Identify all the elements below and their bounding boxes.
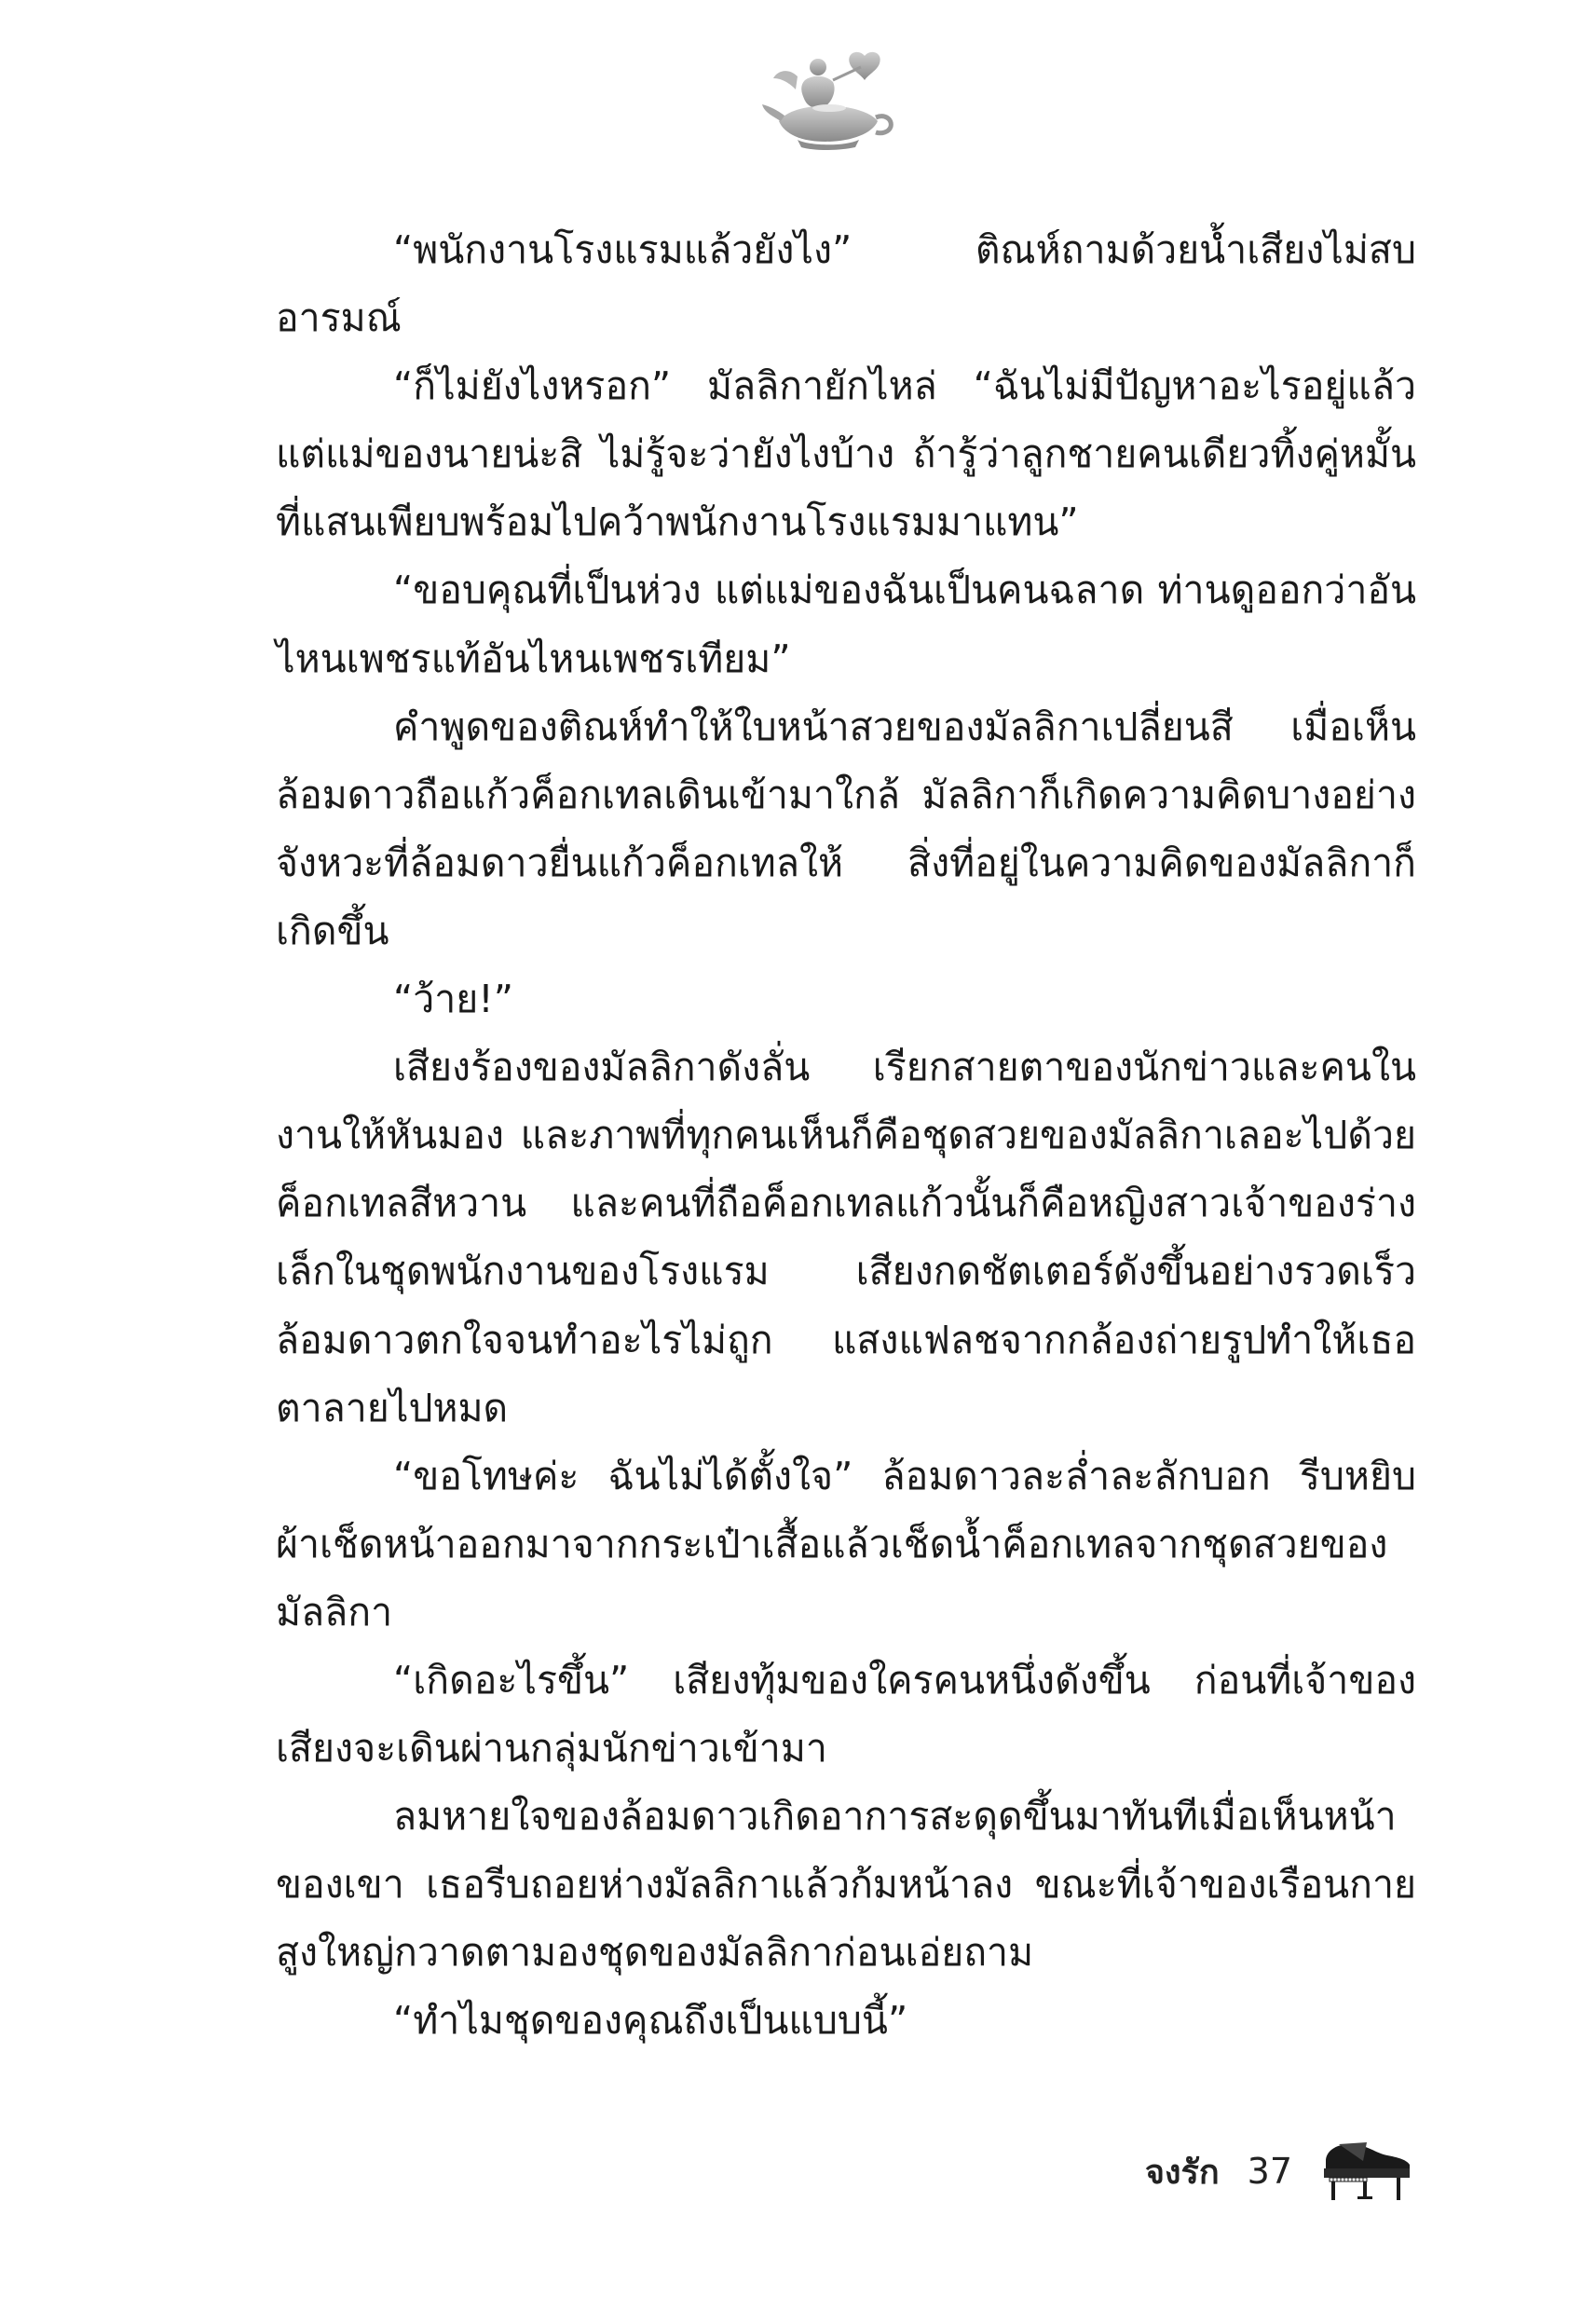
book-title: จงรัก bbox=[1144, 2153, 1220, 2192]
teapot-cupid-ornament-icon bbox=[760, 48, 900, 151]
paragraph-3: “ขอบคุณที่เป็นห่วง แต่แม่ของฉันเป็นคนฉลาด ท่านดูออกว่าอันไหนเพชรแท้อันไหนเพชรเทียม” bbox=[276, 567, 1416, 681]
paragraph-7: “ขอโทษค่ะ ฉันไม่ได้ตั้งใจ” ล้อมดาวละล่ำละลักบอก รีบหยิบผ้าเช็ดหน้าออกมาจากกระเป๋าเสื้อแล้วเช็ดน้ำค็อกเทลจากชุดสวยของมัลลิกา bbox=[276, 1453, 1416, 1634]
paragraph-5: “ว้าย!” bbox=[393, 977, 513, 1022]
paragraph-1: “พนักงานโรงแรมแล้วยังไง” ติณห์ถามด้วยน้ำเสียงไม่สบอารมณ์ bbox=[276, 227, 1416, 341]
page-number: 37 bbox=[1247, 2151, 1292, 2192]
story-body bbox=[276, 216, 1416, 2056]
paragraph-6: เสียงร้องของมัลลิกาดังลั่น เรียกสายตาของนักข่าวและคนในงานให้หันมอง และภาพที่ทุกคนเห็นก็คือชุดสวยของมัลลิกาเลอะไปด้วยค็อกเทลสีหวาน และคนที่ถือค็อกเทลแก้วนั้นก็คือหญิงสาวเจ้าของร่างเล็กในชุดพนักงานของโรงแรม เสียงกดชัตเตอร์ดังขึ้นอย่างรวดเร็ว ล้อมดาวตกใจจนทำอะไรไม่ถูก แสงแฟลชจากกล้องถ่ายรูปทำให้เธอตาลายไปหมด bbox=[276, 1045, 1416, 1430]
paragraph-4: คำพูดของติณห์ทำให้ใบหน้าสวยของมัลลิกาเปลี่ยนสี เมื่อเห็นล้อมดาวถือแก้วค็อกเทลเดินเข้ามาใกล้ มัลลิกาก็เกิดความคิดบางอย่าง จังหวะที่ล้อมดาวยื่นแก้วค็อกเทลให้ สิ่งที่อยู่ในความคิดของมัลลิกาก็เกิดขึ้น bbox=[276, 704, 1416, 953]
paragraph-8: “เกิดอะไรขึ้น” เสียงทุ้มของใครคนหนึ่งดังขึ้น ก่อนที่เจ้าของเสียงจะเดินผ่านกลุ่มนักข่าวเข้ามา bbox=[276, 1657, 1416, 1771]
paragraph-2: “ก็ไม่ยังไงหรอก” มัลลิกายักไหล่ “ฉันไม่มีปัญหาอะไรอยู่แล้ว แต่แม่ของนายน่ะสิ ไม่รู้จะว่ายังไงบ้าง ถ้ารู้ว่าลูกชายคนเดียวทิ้งคู่หมั้นที่แสนเพียบพร้อมไปคว้าพนักงานโรงแรมมาแทน” bbox=[276, 363, 1416, 545]
grand-piano-icon bbox=[1320, 2140, 1413, 2202]
paragraph-10: “ทำไมชุดของคุณถึงเป็นแบบนี้” bbox=[393, 1998, 908, 2044]
page-footer bbox=[1145, 2134, 1413, 2208]
paragraph-9: ลมหายใจของล้อมดาวเกิดอาการสะดุดขึ้นมาทันทีเมื่อเห็นหน้าของเขา เธอรีบถอยห่างมัลลิกาแล้วก้มหน้าลง ขณะที่เจ้าของเรือนกายสูงใหญ่กวาดตามองชุดของมัลลิกาก่อนเอ่ยถาม bbox=[276, 1794, 1416, 1976]
